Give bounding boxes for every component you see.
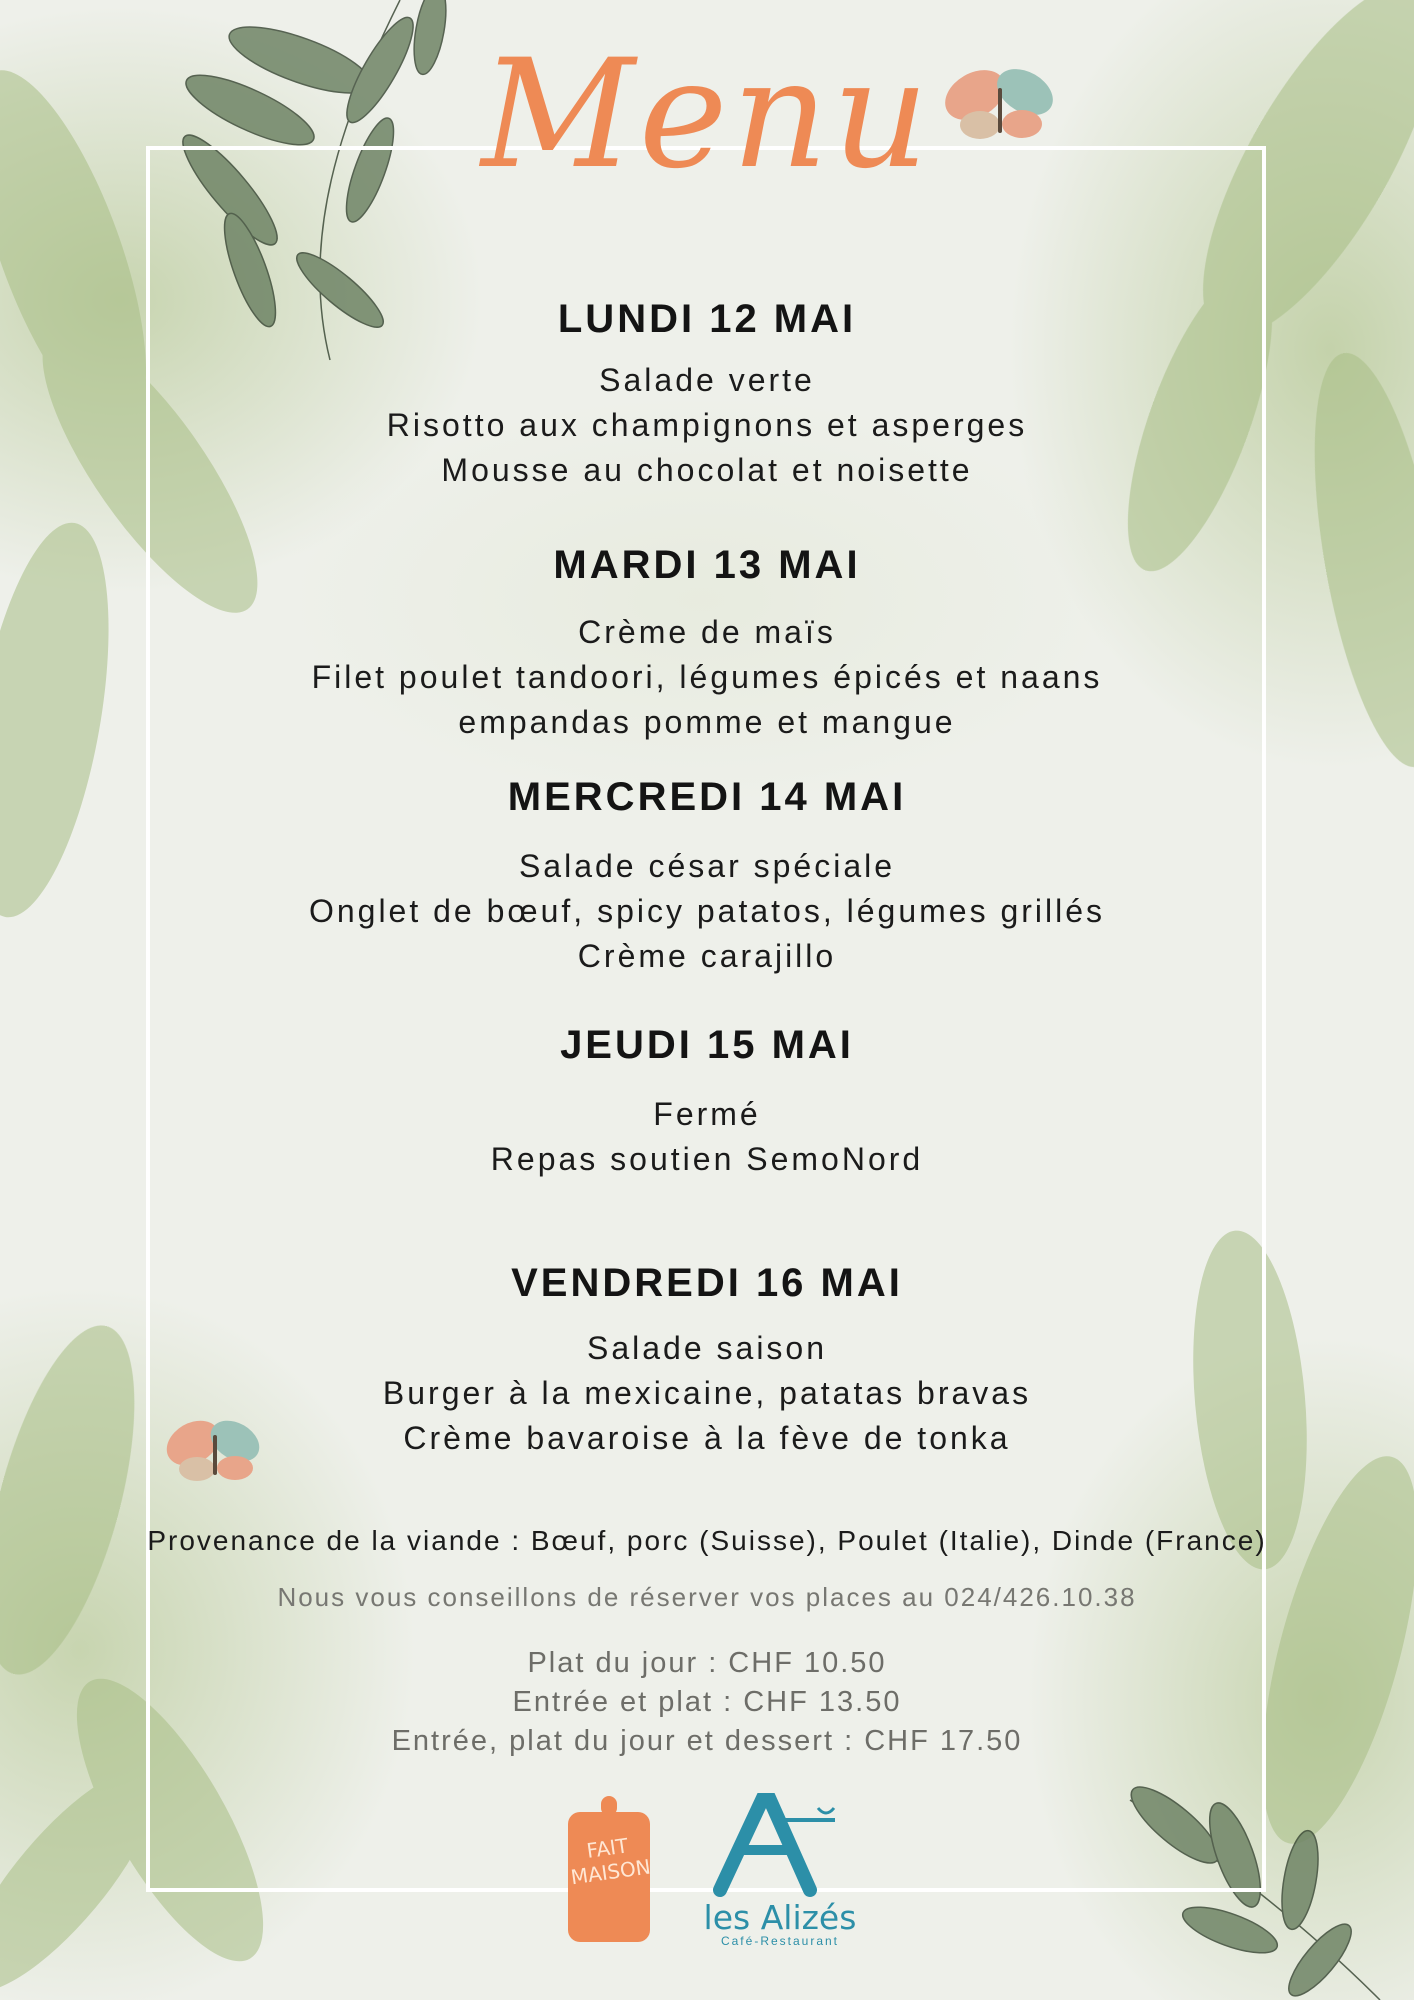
dish: Onglet de bœuf, spicy patatos, légumes grillés: [308, 893, 1106, 929]
dish: Salade saison: [586, 1330, 828, 1366]
reservation-note: Nous vous conseillons de réserver vos places au 024/426.10.38: [277, 1582, 1137, 1612]
day-heading: LUNDI 12 MAI: [557, 297, 857, 341]
day-section: [0, 1020, 1414, 1182]
dish: Fermé: [653, 1096, 761, 1132]
dish: Salade verte: [599, 362, 815, 398]
day-section: [0, 540, 1414, 745]
dish: Crème carajillo: [577, 938, 837, 974]
alizes-subtitle: Café-Restaurant: [720, 1934, 840, 1948]
meat-origin-note: Provenance de la viande : Bœuf, porc (Suisse), Poulet (Italie), Dinde (France): [147, 1525, 1267, 1556]
day-section: [0, 1258, 1414, 1461]
day-heading: MARDI 13 MAI: [553, 543, 861, 587]
alizes-name: les Alizés: [703, 1898, 857, 1937]
dish: Crème bavaroise à la fève de tonka: [403, 1420, 1011, 1456]
fait-maison-logo: [568, 1796, 653, 1942]
dish: Burger à la mexicaine, patatas bravas: [382, 1375, 1032, 1411]
fait-maison-text: FAIT MAISON: [569, 1833, 653, 1890]
dish: Filet poulet tandoori, légumes épicés et naans: [311, 659, 1103, 695]
dish: Repas soutien SemoNord: [490, 1141, 924, 1177]
price-item: Entrée, plat du jour et dessert : CHF 17.50: [391, 1725, 1023, 1757]
menu-title: Menu: [481, 28, 933, 202]
dish: Mousse au chocolat et noisette: [441, 452, 973, 488]
day-section: [0, 294, 1414, 493]
dish: Salade césar spéciale: [518, 848, 896, 884]
price-list: [0, 1644, 1414, 1761]
day-section: [0, 772, 1414, 979]
price-item: Entrée et plat : CHF 13.50: [512, 1686, 902, 1718]
price-item: Plat du jour : CHF 10.50: [527, 1647, 887, 1679]
dish: empandas pomme et mangue: [458, 704, 956, 740]
dish: Crème de maïs: [578, 614, 836, 650]
day-heading: JEUDI 15 MAI: [560, 1023, 854, 1067]
dish: Risotto aux champignons et asperges: [386, 407, 1028, 443]
day-heading: MERCREDI 14 MAI: [507, 775, 907, 819]
day-heading: VENDREDI 16 MAI: [511, 1261, 903, 1305]
alizes-logo: [700, 1790, 860, 1950]
